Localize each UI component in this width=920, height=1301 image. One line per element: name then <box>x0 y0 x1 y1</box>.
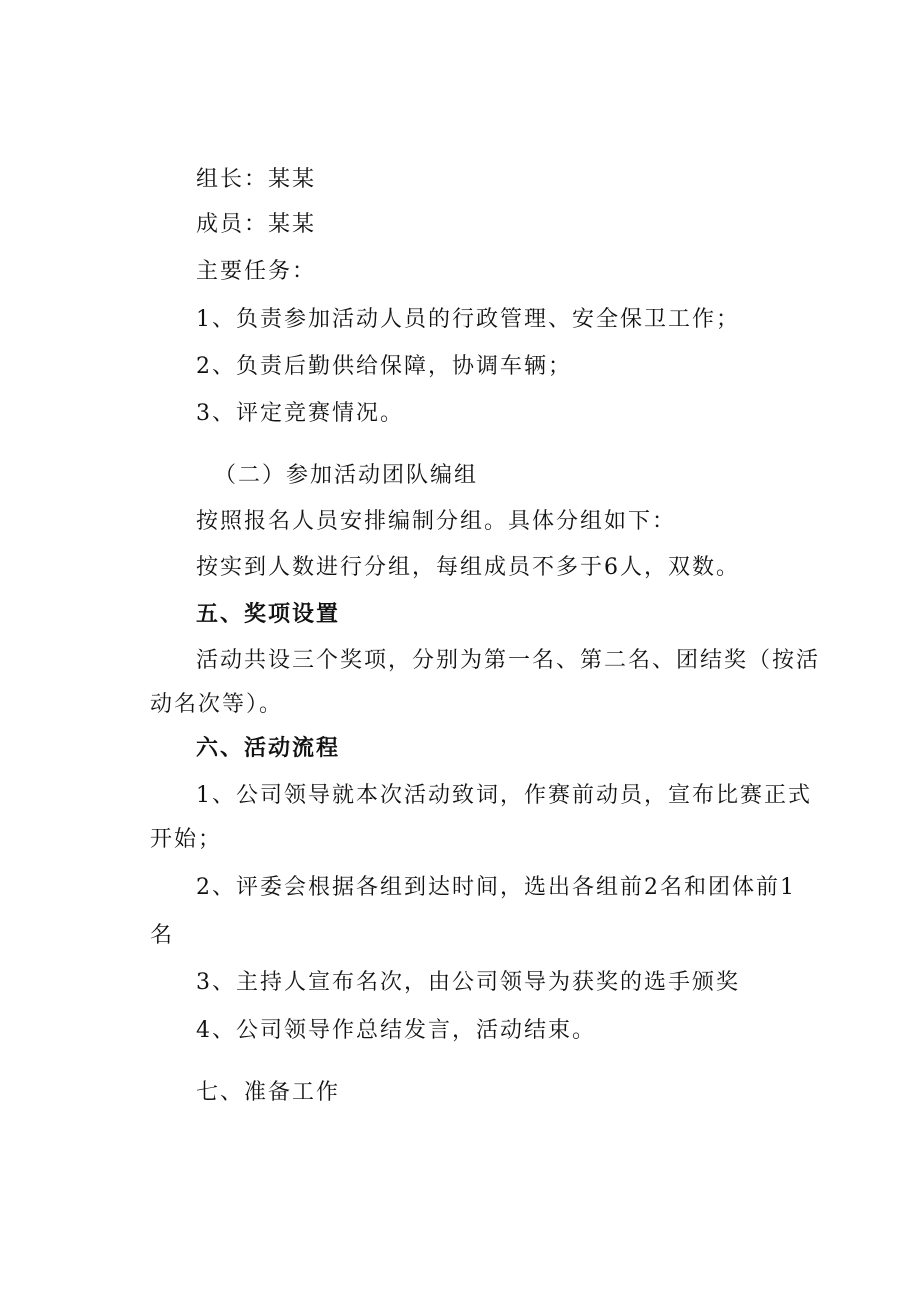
team-leader-line: 组长：某某 <box>196 167 317 192</box>
flow-item-1-line-1: 1、公司领导就本次活动致词，作赛前动员，宣布比赛正式 <box>196 783 812 808</box>
awards-paragraph-line-1: 活动共设三个奖项，分别为第一名、第二名、团结奖（按活 <box>196 648 821 673</box>
section-heading-preparation: 七、准备工作 <box>196 1080 341 1105</box>
task-item-1: 1、负责参加活动人员的行政管理、安全保卫工作； <box>196 307 740 332</box>
section-heading-activity-flow: 六、活动流程 <box>196 736 341 761</box>
task-item-3: 3、评定竞赛情况。 <box>196 401 404 426</box>
task-item-2: 2、负责后勤供给保障，协调车辆； <box>196 354 572 379</box>
section-heading-awards: 五、奖项设置 <box>196 602 341 627</box>
flow-item-3: 3、主持人宣布名次，由公司领导为获奖的选手颁奖 <box>196 970 740 995</box>
flow-item-2-line-2: 名 <box>150 923 175 948</box>
team-members-line: 成员：某某 <box>196 212 317 237</box>
flow-item-4: 4、公司领导作总结发言，活动结束。 <box>196 1018 596 1043</box>
main-tasks-label: 主要任务： <box>196 259 317 284</box>
flow-item-2-line-1: 2、评委会根据各组到达时间，选出各组前2名和团体前1 <box>196 875 796 900</box>
grouping-paragraph-2: 按实到人数进行分组，每组成员不多于6人，双数。 <box>196 555 740 580</box>
awards-paragraph-line-2: 动名次等）。 <box>150 692 284 717</box>
subsection-heading-team-grouping: （二）参加活动团队编组 <box>214 463 479 488</box>
flow-item-1-line-2: 开始； <box>150 827 223 852</box>
grouping-paragraph-1: 按照报名人员安排编制分组。具体分组如下： <box>196 509 677 534</box>
